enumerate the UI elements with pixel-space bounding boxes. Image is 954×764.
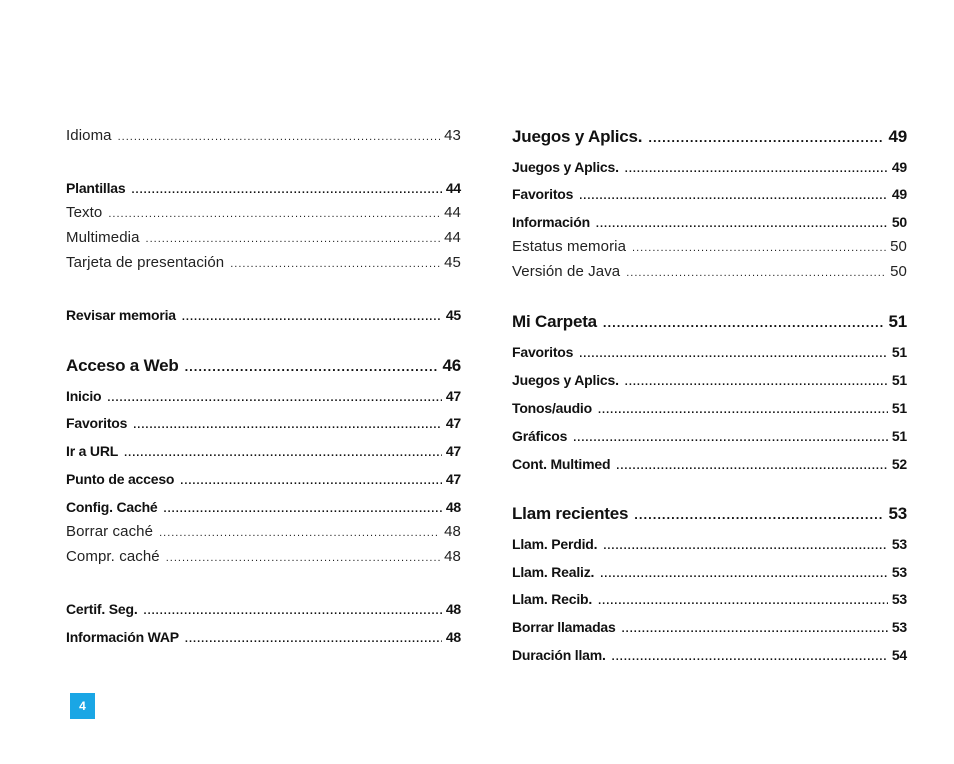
- toc-entry-llam-perdid[interactable]: Llam. Perdid. ..... 53: [512, 536, 907, 552]
- toc-section-mi-carpeta[interactable]: Mi Carpeta ..... 51: [512, 312, 907, 332]
- toc-entry-config-cache[interactable]: Config. Caché ..... 48: [66, 499, 461, 515]
- toc-entry-certif-seg[interactable]: Certif. Seg. ..... 48: [66, 601, 461, 617]
- toc-entry-llam-recib[interactable]: Llam. Recib. ..... 53: [512, 591, 907, 607]
- toc-entry-revisar-memoria[interactable]: Revisar memoria ..... 45: [66, 307, 461, 323]
- toc-entry-cont-multimed[interactable]: Cont. Multimed ..... 52: [512, 456, 907, 472]
- toc-entry-version-java[interactable]: Versión de Java ..... 50: [512, 263, 907, 280]
- toc-entry-compr-cache[interactable]: Compr. caché ..... 48: [66, 548, 461, 565]
- toc-entry-tarjeta-presentacion[interactable]: Tarjeta de presentación ..... 45: [66, 254, 461, 271]
- toc-entry-juegos-aplics[interactable]: Juegos y Aplics. ..... 49: [512, 159, 907, 175]
- toc-entry-borrar-llamadas[interactable]: Borrar llamadas ..... 53: [512, 619, 907, 635]
- toc-entry-plantillas[interactable]: Plantillas ..... 44: [66, 180, 461, 196]
- page-number-badge: 4: [70, 693, 95, 719]
- toc-entry-graficos[interactable]: Gráficos ..... 51: [512, 428, 907, 444]
- toc-section-acceso-web[interactable]: Acceso a Web ..... 46: [66, 356, 461, 376]
- toc-entry-juegos-aplics-carpeta[interactable]: Juegos y Aplics. ..... 51: [512, 372, 907, 388]
- toc-entry-idioma[interactable]: Idioma ..... 43: [66, 127, 461, 144]
- toc-entry-ir-a-url[interactable]: Ir a URL ..... 47: [66, 443, 461, 459]
- toc-entry-punto-acceso[interactable]: Punto de acceso ..... 47: [66, 471, 461, 487]
- toc-entry-texto[interactable]: Texto ..... 44: [66, 204, 461, 221]
- toc-section-llam-recientes[interactable]: Llam recientes ..... 53: [512, 504, 907, 524]
- toc-entry-duracion-llam[interactable]: Duración llam. ..... 54: [512, 647, 907, 663]
- toc-entry-borrar-cache[interactable]: Borrar caché ..... 48: [66, 523, 461, 540]
- toc-entry-llam-realiz[interactable]: Llam. Realiz. ..... 53: [512, 564, 907, 580]
- toc-entry-inicio[interactable]: Inicio ..... 47: [66, 388, 461, 404]
- toc-section-juegos-aplics[interactable]: Juegos y Aplics. ..... 49: [512, 127, 907, 147]
- toc-entry-favoritos-carpeta[interactable]: Favoritos ..... 51: [512, 344, 907, 360]
- toc-entry-multimedia[interactable]: Multimedia ..... 44: [66, 229, 461, 246]
- toc-entry-tonos-audio[interactable]: Tonos/audio ..... 51: [512, 400, 907, 416]
- toc-entry-informacion[interactable]: Información ..... 50: [512, 214, 907, 230]
- toc-entry-favoritos-juegos[interactable]: Favoritos ..... 49: [512, 186, 907, 202]
- toc-entry-estatus-memoria[interactable]: Estatus memoria ..... 50: [512, 238, 907, 255]
- toc-entry-informacion-wap[interactable]: Información WAP ..... 48: [66, 629, 461, 645]
- toc-entry-favoritos-web[interactable]: Favoritos ..... 47: [66, 415, 461, 431]
